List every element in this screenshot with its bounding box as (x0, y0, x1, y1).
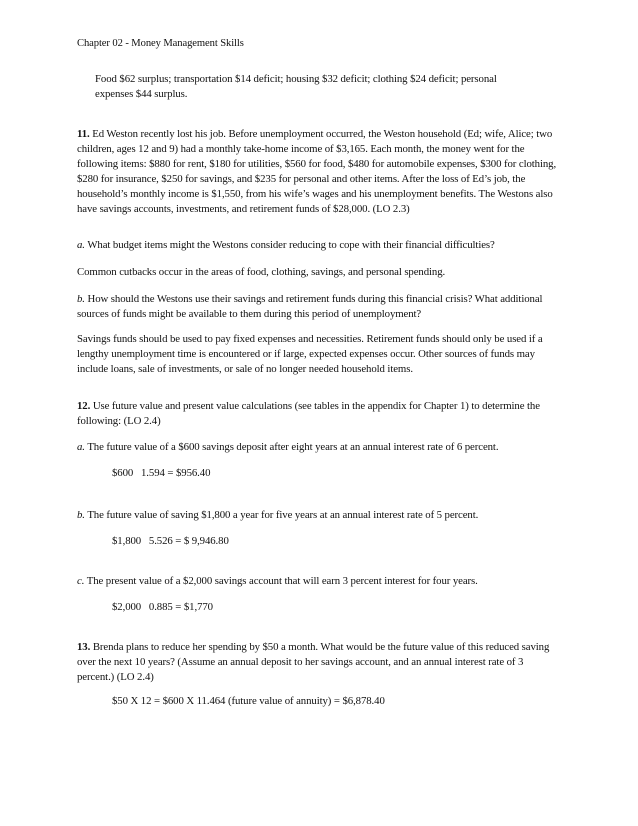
question-13 (77, 640, 561, 685)
answer-11a (77, 265, 561, 280)
question-11 (77, 127, 561, 217)
question-11a-label: a. (77, 239, 85, 251)
answer-13-text: $50 X 12 = $600 X 11.464 (future value of annuity) = $6,878.40 (112, 695, 385, 707)
carryover-answer (95, 72, 535, 102)
question-11b-label: b. (77, 293, 85, 305)
question-12c-text: The present value of a $2,000 savings account that will earn 3 percent interest for four years. (86, 575, 478, 587)
answer-12c (112, 600, 532, 615)
question-12 (77, 399, 561, 429)
answer-11b (77, 332, 561, 377)
carryover-text: Food $62 surplus; transportation $14 deficit; housing $32 deficit; clothing $24 deficit; personal expenses $44 surplus. (95, 73, 497, 100)
question-11a-text: What budget items might the Westons consider reducing to cope with their financial difficulties? (87, 239, 495, 251)
question-12a-label: a. (77, 441, 85, 453)
answer-11a-text: Common cutbacks occur in the areas of food, clothing, savings, and personal spending. (77, 266, 446, 278)
question-12b-text: The future value of saving $1,800 a year for five years at an annual interest rate of 5 percent. (87, 509, 479, 521)
question-12a-text: The future value of a $600 savings deposit after eight years at an annual interest rate of 6 percent. (87, 441, 499, 453)
answer-11b-text: Savings funds should be used to pay fixed expenses and necessities. Retirement funds should only be used if a lengthy unemployment time is encountered or if large, expected expenses occur. Other sources of funds may include loans, sale of investments, or sale of no longer needed household items. (77, 333, 543, 375)
question-11-number: 11. (77, 128, 90, 140)
question-13-prompt: Brenda plans to reduce her spending by $50 a month. What would be the future value of this reduced saving over the next 10 years? (Assume an annual deposit to her savings account, and an annual interest rate of 3 percent.) (LO 2.4) (77, 641, 550, 683)
answer-13 (112, 694, 532, 709)
question-12-prompt: Use future value and present value calculations (see tables in the appendix for Chapter 1) to determine the following: (LO 2.4) (77, 400, 540, 427)
question-11b (77, 292, 561, 322)
answer-12b (112, 534, 532, 549)
answer-12c-text: $2,000 0.885 = $1,770 (112, 601, 213, 613)
question-12c-label: c. (77, 575, 85, 587)
question-12b (77, 508, 561, 523)
question-11a (77, 238, 561, 253)
answer-12a-text: $600 1.594 = $956.40 (112, 467, 211, 479)
question-12-number: 12. (77, 400, 91, 412)
question-13-number: 13. (77, 641, 91, 653)
question-11b-text: How should the Westons use their savings and retirement funds during this financial crisis? What additional sources of funds might be available to them during this period of unemployment? (77, 293, 543, 320)
answer-12b-text: $1,800 5.526 = $ 9,946.80 (112, 535, 229, 547)
question-12b-label: b. (77, 509, 85, 521)
question-12a (77, 440, 561, 455)
page-header: Chapter 02 - Money Management Skills (77, 38, 244, 49)
answer-12a (112, 466, 532, 481)
question-11-prompt: Ed Weston recently lost his job. Before unemployment occurred, the Weston household (Ed; wife, Alice; two children, ages 12 and 9) had a monthly take-home income of $3,165. Each month, the money went for the following items: $880 for rent, $180 for utilities, $560 for food, $480 for automobile expenses, $300 for clothing, $280 for insurance, $250 for savings, and $235 for personal and other items. After the loss of Ed’s job, the household’s monthly income is $1,550, from his wife’s wages and his unemployment benefits. The Westons also have savings accounts, investments, and retirement funds of $28,000. (LO 2.3) (77, 128, 557, 215)
question-12c (77, 574, 561, 589)
